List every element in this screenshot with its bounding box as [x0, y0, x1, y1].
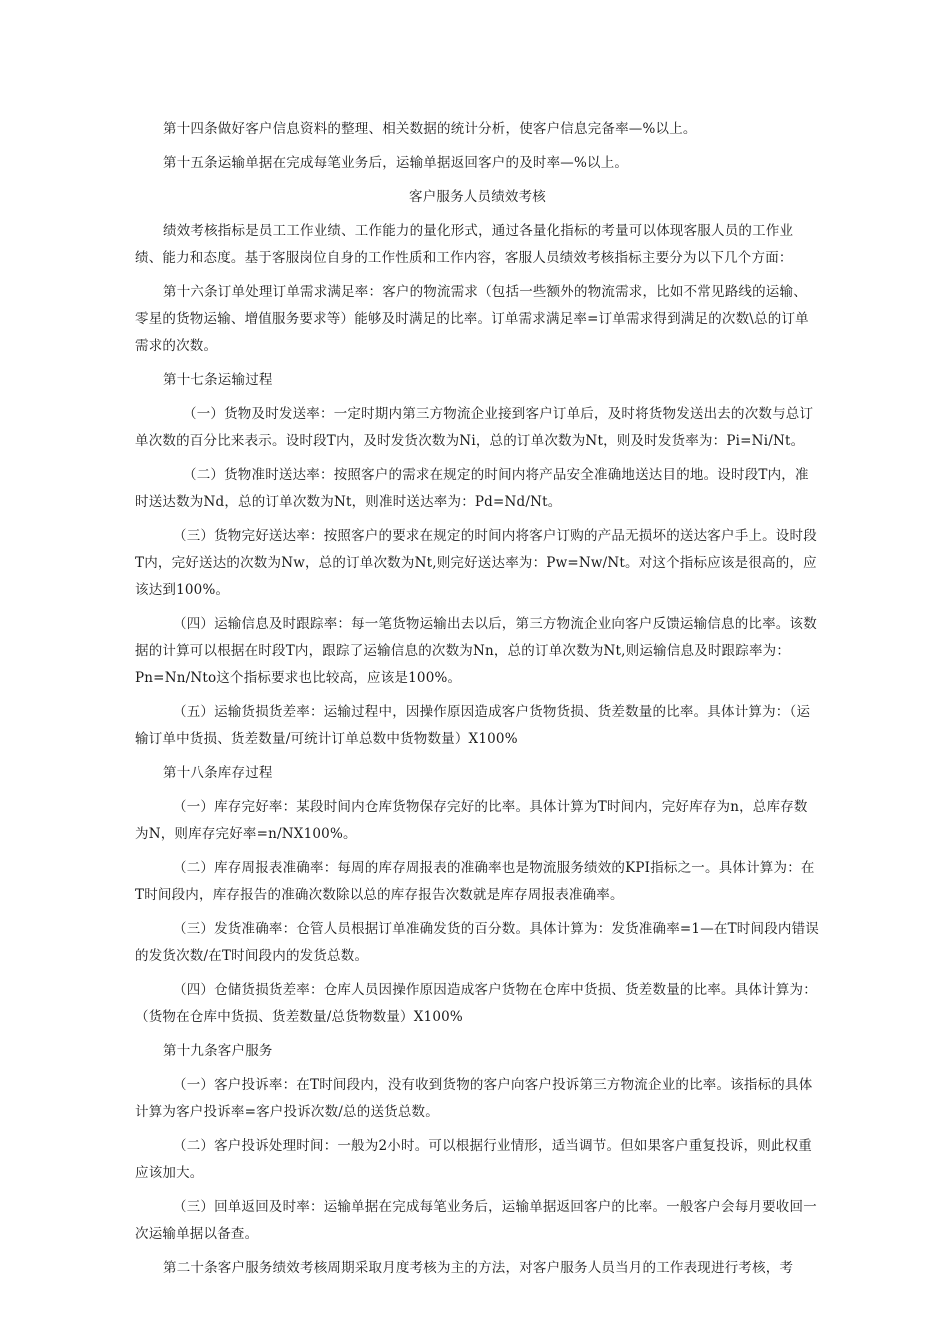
paragraph: 绩效考核指标是员工工作业绩、工作能力的量化形式，通过各量化指标的考量可以体现客服人员的工作业绩、能力和态度。基于客服岗位自身的工作性质和工作内容，客服人员绩效考核指标主要分为以下几个方面：	[135, 223, 794, 266]
paragraph: （四）仓储货损货差率：仓库人员因操作原因造成客户货物在仓库中货损、货差数量的比率。具体计算为：（货物在仓库中货损、货差数量/总货物数量）X100%	[135, 982, 817, 1025]
paragraph: 第二十条客户服务绩效考核周期采取月度考核为主的方法，对客户服务人员当月的工作表现进行考核，考	[163, 1260, 794, 1276]
document-body	[135, 116, 820, 1289]
paragraph: （一）货物及时发送率：一定时期内第三方物流企业接到客户订单后，及时将货物发送出去的次数与总订单次数的百分比来表示。设时段T内，及时发货次数为Ni，总的订单次数为Nt，则及时发货率为：Pi=Ni/Nt。	[135, 406, 814, 449]
paragraph: （五）运输货损货差率：运输过程中，因操作原因造成客户货物货损、货差数量的比率。具体计算为：（运输订单中货损、货差数量/可统计订单总数中货物数量）X100%	[135, 704, 811, 747]
paragraph: 第十九条客户服务	[163, 1043, 273, 1059]
paragraph: 第十八条库存过程	[163, 765, 273, 781]
paragraph: （三）回单返回及时率：运输单据在完成每笔业务后，运输单据返回客户的比率。一般客户会每月要收回一次运输单据以备查。	[135, 1199, 817, 1242]
paragraph: （二）库存周报表准确率：每周的库存周报表的准确率也是物流服务绩效的KPI指标之一。具体计算为：在T时间段内，库存报告的准确次数除以总的库存报告次数就是库存周报表准确率。	[135, 860, 815, 903]
paragraph: 第十七条运输过程	[163, 372, 273, 388]
paragraph: （四）运输信息及时跟踪率：每一笔货物运输出去以后，第三方物流企业向客户反馈运输信息的比率。该数据的计算可以根据在时段T内，跟踪了运输信息的次数为Nn，总的订单次数为Nt,则运输信息及时跟踪率为：Pn=Nn/Nto这个指标要求也比较高，应该是100%。	[135, 616, 817, 686]
paragraph: （一）库存完好率：某段时间内仓库货物保存完好的比率。具体计算为T时间内，完好库存为n，总库存数为N，则库存完好率=n/NX100%。	[135, 799, 808, 842]
paragraph: （二）客户投诉处理时间：一般为2小时。可以根据行业情形，适当调节。但如果客户重复投诉，则此权重应该加大。	[135, 1138, 812, 1181]
paragraph: （二）货物准时送达率：按照客户的需求在规定的时间内将产品安全准确地送达目的地。设时段T内，准时送达数为Nd，总的订单次数为Nt，则准时送达率为：Pd=Nd/Nt。	[135, 467, 809, 510]
paragraph: 第十六条订单处理订单需求满足率：客户的物流需求（包括一些额外的物流需求，比如不常见路线的运输、零星的货物运输、增值服务要求等）能够及时满足的比率。订单需求满足率=订单需求得到满足的次数\总的订单需求的次数。	[135, 284, 809, 354]
paragraph: （三）货物完好送达率：按照客户的要求在规定的时间内将客户订购的产品无损坏的送达客户手上。设时段T内，完好送达的次数为Nw，总的订单次数为Nt,则完好送达率为：Pw=Nw/Nt。对这个指标应该是很高的，应该达到100%。	[135, 528, 817, 598]
paragraph: （三）发货准确率：仓管人员根据订单准确发货的百分数。具体计算为：发货准确率=1—在T时间段内错误的发货次数/在T时间段内的发货总数。	[135, 921, 820, 964]
paragraph: 第十四条做好客户信息资料的整理、相关数据的统计分析，使客户信息完备率—%以上。	[163, 121, 697, 137]
section-heading: 客户服务人员绩效考核	[409, 189, 546, 205]
paragraph: 第十五条运输单据在完成每笔业务后，运输单据返回客户的及时率—%以上。	[163, 155, 629, 171]
paragraph: （一）客户投诉率：在T时间段内，没有收到货物的客户向客户投诉第三方物流企业的比率。该指标的具体计算为客户投诉率=客户投诉次数/总的送货总数。	[135, 1077, 813, 1120]
